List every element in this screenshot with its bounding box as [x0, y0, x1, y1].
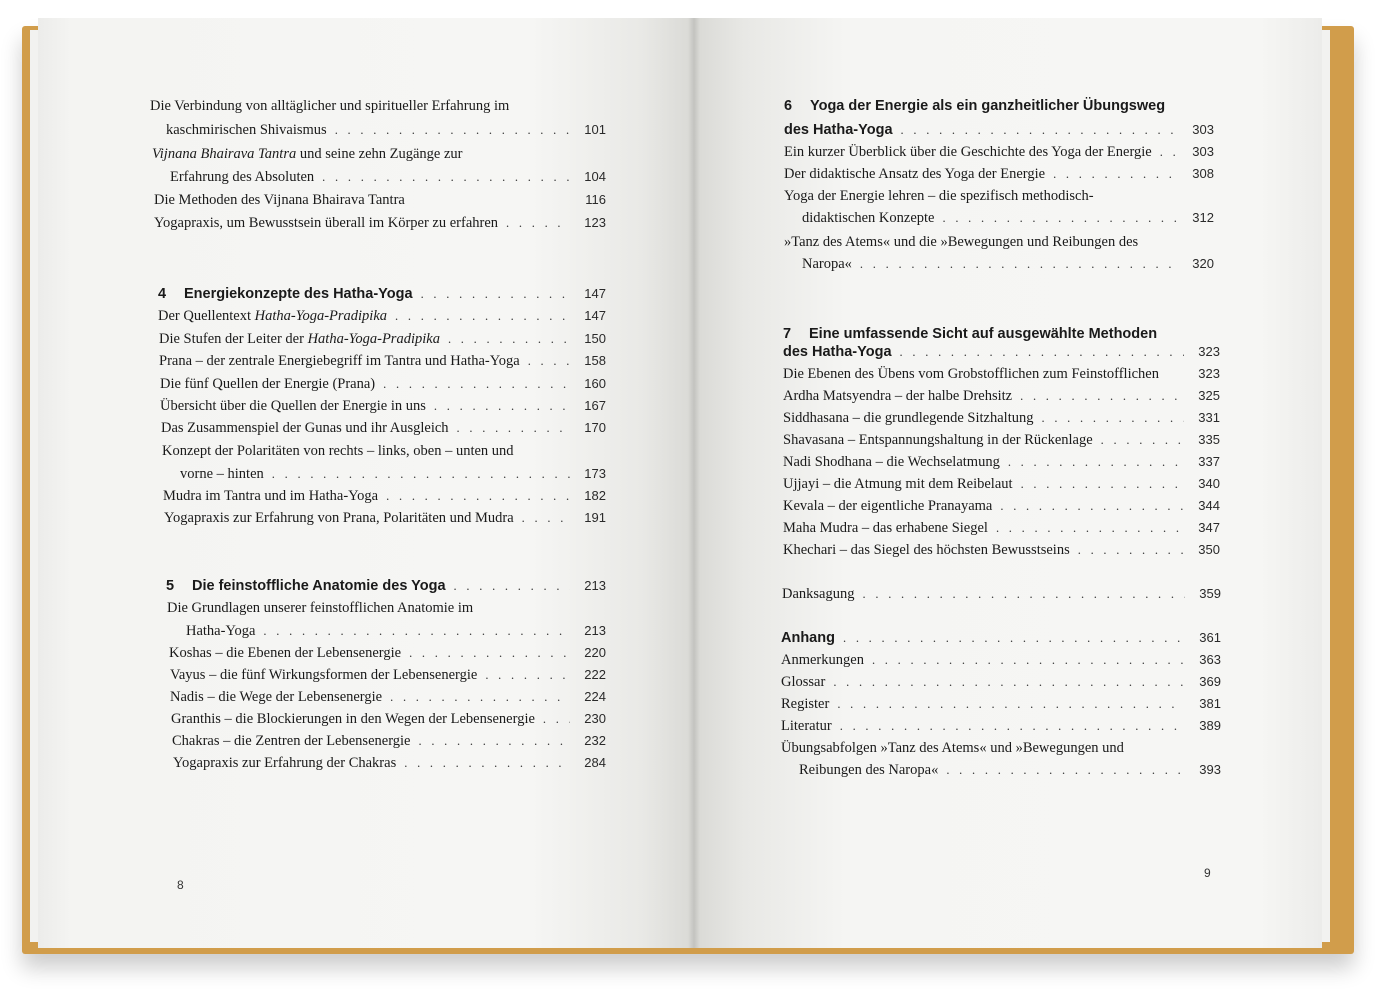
toc-entry-label: Literatur [781, 718, 832, 734]
toc-italic-title: Hatha-Yoga-Pradipika [254, 308, 388, 324]
leader-dots [263, 621, 570, 641]
leader-dots [1020, 386, 1184, 406]
leader-dots [833, 672, 1185, 692]
leader-dots [383, 374, 570, 394]
toc-entry [781, 694, 1221, 714]
toc-entry-text: Yoga der Energie lehren – die spezifisch methodisch- [784, 188, 1094, 204]
leader-dots [395, 306, 570, 326]
toc-page-number: 160 [584, 376, 606, 391]
toc-entry [159, 351, 606, 371]
toc-page-number: 325 [1198, 388, 1220, 403]
toc-entry-label: Anmerkungen [781, 652, 864, 668]
toc-entry-label: didaktischen Konzepte [802, 210, 935, 226]
toc-page-number: 323 [1198, 366, 1220, 381]
leader-dots [1041, 408, 1184, 428]
leader-dots [434, 396, 570, 416]
toc-entry-label: Prana – der zentrale Energiebegriff im Tantra und Hatha-Yoga [159, 353, 520, 369]
toc-entry [783, 386, 1220, 406]
toc-page-number: 347 [1198, 520, 1220, 535]
toc-entry-label: Übersicht über die Quellen der Energie in uns [160, 398, 426, 414]
chapter-heading-7 [783, 324, 1157, 344]
toc-entry-label: Ardha Matsyendra – der halbe Drehsitz [783, 388, 1013, 404]
toc-entry [783, 496, 1220, 516]
toc-page-number: 224 [584, 689, 606, 704]
toc-entry-text [152, 144, 463, 164]
toc-page-number: 123 [584, 215, 606, 230]
toc-entry-label: kaschmirischen Shivaismus [166, 122, 327, 138]
toc-page-number: 331 [1198, 410, 1220, 425]
toc-entry-text: »Tanz des Atems« und die »Bewegungen und Reibungen des [784, 234, 1139, 250]
leader-dots [322, 167, 570, 187]
toc-entry-text: Übungsabfolgen »Tanz des Atems« und »Bewegungen und [781, 740, 1124, 756]
toc-page-number: 213 [584, 578, 606, 593]
toc-entry-text-rest: und seine zehn Zugänge zur [296, 146, 463, 162]
leader-dots [404, 753, 570, 773]
page-number: 8 [177, 878, 184, 892]
toc-page-number: 308 [1192, 166, 1214, 181]
toc-entry-danksagung [782, 584, 1221, 604]
toc-page-number: 381 [1199, 696, 1221, 711]
leader-dots [543, 709, 570, 729]
toc-entry [164, 508, 606, 528]
toc-entry-label: Glossar [781, 674, 826, 690]
toc-entry-label: Yogapraxis zur Erfahrung der Chakras [173, 755, 397, 771]
leader-dots [421, 284, 570, 304]
toc-page-number: 182 [584, 488, 606, 503]
toc-entry-label: Shavasana – Entspannungshaltung in der Rückenlage [783, 432, 1093, 448]
toc-entry-label: vorne – hinten [180, 466, 264, 482]
toc-entry [784, 142, 1214, 162]
toc-entry [781, 650, 1221, 670]
toc-entry-label: Granthis – die Blockierungen in den Wegen der Lebensenergie [171, 711, 535, 727]
toc-page-number: 167 [584, 398, 606, 413]
chapter-number: 6 [784, 98, 793, 114]
toc-entry-label: Kevala – der eigentliche Pranayama [783, 498, 993, 514]
toc-entry [781, 672, 1221, 692]
toc-page-number: 150 [584, 331, 606, 346]
toc-entry-text: Konzept der Polaritäten von rechts – links, oben – unten und [162, 443, 514, 459]
toc-entry-label: Nadi Shodhana – die Wechselatmung [783, 454, 1000, 470]
leader-dots [418, 731, 570, 751]
toc-entry-label: Khechari – das Siegel des höchsten Bewusstseins [783, 542, 1070, 558]
toc-entry-label: Reibungen des Naropa« [799, 762, 939, 778]
chapter-title: des Hatha-Yoga [783, 344, 892, 360]
toc-entry [171, 709, 606, 729]
toc-page-number: 369 [1199, 674, 1221, 689]
toc-page-number: 147 [584, 286, 606, 301]
chapter-number: 7 [783, 326, 792, 342]
toc-entry [166, 120, 606, 140]
toc-entry-label: Nadis – die Wege der Lebensenergie [170, 689, 383, 705]
toc-page-number: 389 [1199, 718, 1221, 733]
toc-entry [173, 753, 606, 773]
toc-entry-label: Vayus – die fünf Wirkungsformen der Lebensenergie [170, 667, 478, 683]
toc-page-number: 116 [585, 192, 606, 207]
page-number: 9 [1204, 866, 1211, 880]
toc-entry [170, 167, 606, 187]
leader-dots [485, 665, 570, 685]
toc-page-number: 191 [584, 510, 606, 525]
toc-entry-text: Die Verbindung von alltäglicher und spiritueller Erfahrung im [150, 98, 510, 114]
section-title: Anhang [781, 630, 835, 646]
toc-page-number: 147 [584, 308, 606, 323]
toc-entry [783, 540, 1220, 560]
leader-dots [872, 650, 1185, 670]
leader-dots [837, 694, 1185, 714]
toc-entry-label: Koshas – die Ebenen der Lebensenergie [169, 645, 402, 661]
chapter-title: Eine umfassende Sicht auf ausgewählte Methoden [809, 326, 1158, 342]
leader-dots [900, 342, 1184, 362]
leader-dots [942, 208, 1178, 228]
leader-dots [386, 486, 570, 506]
toc-page-number: 232 [584, 733, 606, 748]
leader-dots [522, 508, 570, 528]
toc-entry [161, 418, 606, 438]
toc-entry [170, 665, 606, 685]
chapter-number: 4 [158, 286, 167, 302]
toc-entry [172, 731, 606, 751]
toc-page-number: 284 [584, 755, 606, 770]
toc-entry-label: Naropa« [802, 256, 852, 272]
toc-entry-label: Das Zusammenspiel der Gunas und ihr Ausgleich [161, 420, 449, 436]
toc-page-number: 363 [1199, 652, 1221, 667]
toc-page-number: 359 [1199, 586, 1221, 601]
toc-page-number: 158 [584, 353, 606, 368]
toc-page-number: 170 [584, 420, 606, 435]
toc-entry-label: Chakras – die Zentren der Lebensenergie [172, 733, 411, 749]
toc-entry [802, 254, 1214, 274]
toc-page-number: 361 [1199, 630, 1221, 645]
chapter-heading-6-continued [784, 120, 1214, 140]
toc-entry [781, 716, 1221, 736]
leader-dots [448, 329, 570, 349]
toc-page-number: 340 [1198, 476, 1220, 491]
chapter-title: Yoga der Energie als ein ganzheitlicher Übungsweg [810, 98, 1166, 114]
toc-page-number: 173 [584, 466, 606, 481]
leader-dots [390, 687, 570, 707]
toc-entry-label: Mudra im Tantra und im Hatha-Yoga [163, 488, 379, 504]
toc-entry-label: Hatha-Yoga [186, 623, 256, 639]
toc-entry [783, 364, 1220, 384]
toc-entry-label: Die Ebenen des Übens vom Grobstofflichen zum Feinstofflichen [783, 366, 1159, 382]
toc-entry-label: Die Stufen der Leiter der [159, 331, 308, 347]
leader-dots [528, 351, 570, 371]
leader-dots [1078, 540, 1184, 560]
leader-dots [272, 464, 570, 484]
toc-entry [159, 329, 606, 349]
leader-dots [454, 576, 570, 596]
toc-entry [169, 643, 606, 663]
toc-entry-text: Die Grundlagen unserer feinstofflichen Anatomie im [167, 600, 474, 616]
leader-dots [946, 760, 1185, 780]
toc-entry [160, 396, 606, 416]
toc-page-number: 213 [584, 623, 606, 638]
toc-entry-label: Der didaktische Ansatz des Yoga der Energie [784, 166, 1046, 182]
toc-page-number: 101 [584, 122, 606, 137]
toc-entry [163, 486, 606, 506]
leader-dots [1000, 496, 1184, 516]
toc-page-number: 312 [1192, 210, 1214, 225]
toc-entry-label: Maha Mudra – das erhabene Siegel [783, 520, 988, 536]
leader-dots [1008, 452, 1184, 472]
chapter-number: 5 [166, 578, 175, 594]
toc-page-number: 335 [1198, 432, 1220, 447]
toc-italic-title: Hatha-Yoga-Pradipika [307, 331, 440, 347]
toc-entry-label: Ein kurzer Überblick über die Geschichte des Yoga der Energie [784, 144, 1152, 160]
chapter-heading-6 [784, 96, 1165, 116]
toc-page-number: 337 [1198, 454, 1220, 469]
toc-entry [180, 464, 606, 484]
toc-page-number: 393 [1199, 762, 1221, 777]
toc-entry [802, 208, 1214, 228]
leader-dots [506, 213, 570, 233]
toc-entry [783, 430, 1220, 450]
chapter-title: Die feinstoffliche Anatomie des Yoga [192, 578, 446, 594]
toc-entry-label: Ujjayi – die Atmung mit dem Reibelaut [783, 476, 1013, 492]
chapter-heading-4 [158, 284, 606, 304]
toc-page-number: 323 [1198, 344, 1220, 359]
toc-page-number: 350 [1198, 542, 1220, 557]
chapter-title: des Hatha-Yoga [784, 122, 893, 138]
leader-dots [996, 518, 1184, 538]
toc-page-number: 303 [1192, 122, 1214, 137]
toc-page-number: 303 [1192, 144, 1214, 159]
leader-dots [860, 254, 1178, 274]
leader-dots [1021, 474, 1184, 494]
chapter-heading-7-continued [783, 342, 1220, 362]
leader-dots [335, 120, 570, 140]
toc-entry [783, 452, 1220, 472]
toc-entry-label: Der Quellentext [158, 308, 255, 324]
toc-entry [170, 687, 606, 707]
toc-italic-title: Vijnana Bhairava Tantra [152, 146, 297, 162]
leader-dots [843, 628, 1185, 648]
toc-entry [799, 760, 1221, 780]
toc-entry-label: Yogapraxis zur Erfahrung von Prana, Polaritäten und Mudra [164, 510, 514, 526]
leader-dots [1160, 142, 1178, 162]
toc-entry [186, 621, 606, 641]
toc-entry [783, 408, 1220, 428]
leader-dots [901, 120, 1178, 140]
toc-entry [783, 518, 1220, 538]
book-gutter-shadow [688, 18, 700, 948]
toc-page-number: 222 [584, 667, 606, 682]
left-page [38, 18, 694, 948]
toc-entry-label: Die Methoden des Vijnana Bhairava Tantra [154, 192, 405, 208]
toc-entry-label: Die fünf Quellen der Energie (Prana) [160, 376, 376, 392]
toc-entry-label: Siddhasana – die grundlegende Sitzhaltung [783, 410, 1034, 426]
toc-entry-label: Register [781, 696, 830, 712]
toc-entry [158, 306, 606, 326]
section-heading-anhang [781, 628, 1221, 648]
leader-dots [409, 643, 570, 663]
toc-page-number: 320 [1192, 256, 1214, 271]
toc-entry [154, 190, 606, 210]
toc-entry [160, 374, 606, 394]
toc-entry [154, 213, 606, 233]
leader-dots [457, 418, 570, 438]
leader-dots [863, 584, 1186, 604]
toc-entry [783, 474, 1220, 494]
toc-page-number: 230 [584, 711, 606, 726]
toc-entry [784, 164, 1214, 184]
chapter-heading-5 [166, 576, 606, 596]
right-page [694, 18, 1322, 948]
toc-page-number: 344 [1198, 498, 1220, 513]
chapter-title: Energiekonzepte des Hatha-Yoga [184, 286, 413, 302]
leader-dots [1101, 430, 1184, 450]
toc-page-number: 220 [584, 645, 606, 660]
toc-entry-label: Danksagung [782, 586, 855, 602]
toc-entry-label: Erfahrung des Absoluten [170, 169, 315, 185]
toc-entry-label: Yogapraxis, um Bewusstsein überall im Körper zu erfahren [154, 215, 499, 231]
leader-dots [840, 716, 1185, 736]
leader-dots [1053, 164, 1178, 184]
toc-page-number: 104 [584, 169, 606, 184]
